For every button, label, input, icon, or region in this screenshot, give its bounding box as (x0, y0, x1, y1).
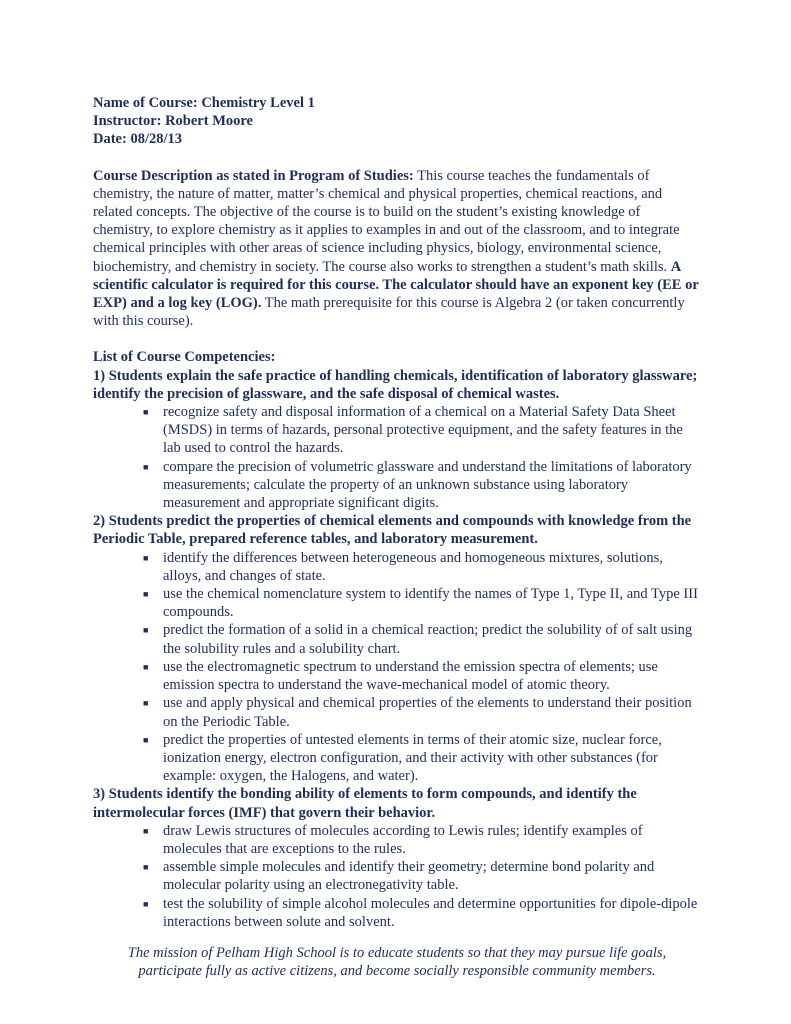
calculator-requirement: A scientific calculator is required for this course. The calculator should have an exponent key (EE or EXP) and a log key (LOG). (93, 258, 699, 312)
mission-line-1: The mission of Pelham High School is to educate students so that they may pursue life goals, (127, 945, 667, 961)
competency-section-2 (93, 512, 701, 785)
description-label: Course Description as stated in Program of Studies: (93, 167, 414, 184)
list-item-text: recognize safety and disposal information of a chemical on a Material Safety Data Sheet (MSDS) in terms of hazards, personal protective equipment, and the safety features in the lab used to control the hazards. (163, 404, 683, 457)
course-date: Date: 08/28/13 (93, 131, 182, 148)
competency-section-1 (93, 367, 701, 513)
bullet-icon: ■ (143, 552, 149, 563)
list-item (143, 822, 701, 858)
list-item (143, 895, 701, 931)
competency-bullet-list (93, 549, 701, 786)
competency-heading: 1) Students explain the safe practice of handling chemicals, identification of laboratory glassware; identify the precision of glassware, and the safe disposal of chemical wastes. (93, 367, 698, 402)
competency-bullet-list (93, 403, 701, 512)
bullet-icon: ■ (143, 407, 149, 418)
bullet-icon: ■ (143, 625, 149, 636)
competency-section-3 (93, 785, 701, 931)
bullet-icon: ■ (143, 589, 149, 600)
competencies-title: List of Course Competencies: (93, 349, 276, 366)
instructor-name: Instructor: Robert Moore (93, 113, 253, 130)
list-item-text: predict the properties of untested elements in terms of their atomic size, nuclear force, ionization energy, electron configuration, and their activity with other substances (for example: oxygen, the Halogens, and water). (163, 731, 662, 785)
list-item-text: test the solubility of simple alcohol molecules and determine opportunities for dipole-dipole interactions between solute and solvent. (163, 895, 698, 930)
list-item-text: predict the formation of a solid in a chemical reaction; predict the solubility of of salt using the solubility rules and a solubility chart. (163, 622, 693, 657)
bullet-icon: ■ (143, 825, 149, 836)
list-item-text: use and apply physical and chemical properties of the elements to understand their position on the Periodic Table. (163, 695, 692, 730)
list-item-text: draw Lewis structures of molecules according to Lewis rules; identify examples of molecules that are exceptions to the rules. (163, 822, 643, 857)
competency-heading: 3) Students identify the bonding ability of elements to form compounds, and identify the intermolecular forces (IMF) that govern their behavior. (93, 786, 637, 821)
list-item-text: assemble simple molecules and identify their geometry; determine bond polarity and molecular polarity using an electronegativity table. (163, 859, 655, 894)
bullet-icon: ■ (143, 862, 149, 873)
list-item-text: compare the precision of volumetric glassware and understand the limitations of laboratory measurements; calculate the property of an unknown substance using laboratory measurement and appropriate significant digits. (163, 458, 692, 512)
list-item (143, 549, 701, 585)
bullet-icon: ■ (143, 734, 149, 745)
bullet-icon: ■ (143, 461, 149, 472)
list-item-text: use the chemical nomenclature system to identify the names of Type 1, Type II, and Type III compounds. (163, 586, 698, 621)
bullet-icon: ■ (143, 698, 149, 709)
list-item (143, 658, 701, 694)
list-item (143, 621, 701, 657)
list-item (143, 694, 701, 730)
description-text: This course teaches the fundamentals of chemistry, the nature of matter, matter’s chemical and physical properties, chemical reactions, and related concepts. The objective of the course is to build on the student’s existing knowledge of chemistry, to explore chemistry as it applies to examples in and out of the classroom, and to integrate chemical principles with other areas of science including physics, biology, environmental science, biochemistry, and chemistry in society. The course also works to strengthen a student’s math skills. (93, 167, 680, 275)
mission-statement (93, 944, 701, 980)
bullet-icon: ■ (143, 898, 149, 909)
competency-heading: 2) Students predict the properties of chemical elements and compounds with knowledge from the Periodic Table, prepared reference tables, and laboratory measurement. (93, 513, 692, 548)
list-item (143, 858, 701, 894)
list-item-text: use the electromagnetic spectrum to understand the emission spectra of elements; use emission spectra to understand the wave-mechanical model of atomic theory. (163, 658, 658, 694)
course-name: Name of Course: Chemistry Level 1 (93, 95, 315, 111)
course-description (93, 167, 701, 331)
list-item (143, 731, 701, 786)
competency-bullet-list (93, 822, 701, 931)
list-item (143, 403, 701, 458)
bullet-icon: ■ (143, 661, 149, 672)
list-item (143, 458, 701, 513)
course-header (93, 94, 701, 149)
list-item (143, 585, 701, 621)
math-prerequisite: The math prerequisite for this course is Algebra 2 (or taken concurrently with this course). (93, 295, 685, 330)
mission-line-2: participate fully as active citizens, and become socially responsible community members. (138, 963, 656, 980)
list-item-text: identify the differences between heterogeneous and homogeneous mixtures, solutions, alloys, and changes of state. (163, 549, 663, 584)
